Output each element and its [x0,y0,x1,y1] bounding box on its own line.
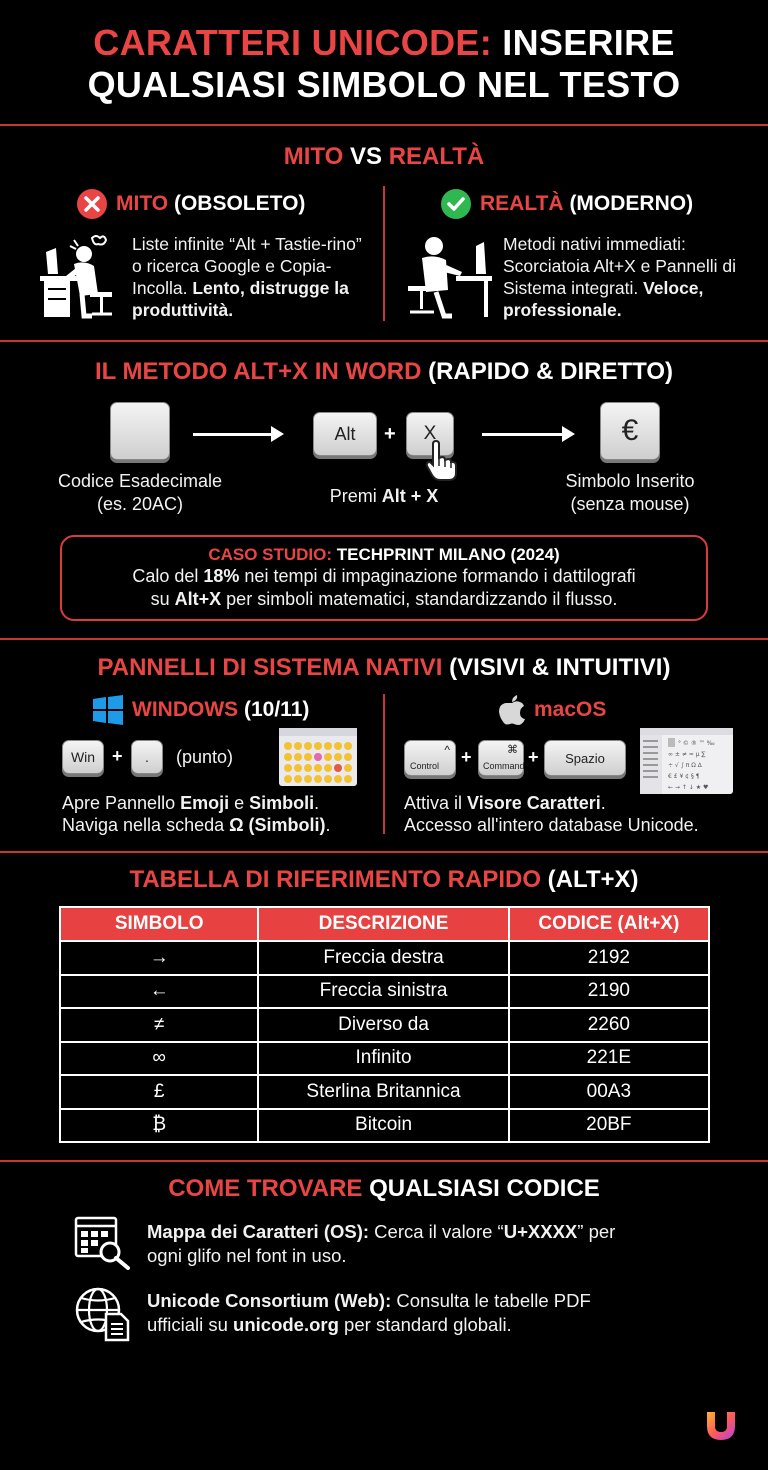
table-cell-code: 2190 [509,975,709,1009]
caption-press-pre: Premi [329,486,382,506]
plus-sign: + [461,747,472,767]
mac-l1-b: Visore Caratteri [467,793,601,813]
vertical-divider [383,186,385,321]
table-cell-code: 221E [509,1042,709,1076]
svg-text:← → ↑ ↓ ★ ♥: ← → ↑ ↓ ★ ♥ [668,784,709,791]
plus-sign: + [528,747,539,767]
table-cell-description: Freccia destra [258,941,508,975]
table-cell-code: 00A3 [509,1075,709,1109]
table-cell-code: 20BF [509,1109,709,1143]
find-i1-t1: Cerca il valore “ [369,1221,504,1242]
mac-l1-end: . [600,793,606,813]
command-key [478,740,524,776]
divider [0,340,768,342]
windows-head-red: WINDOWS [132,698,239,721]
altx-title-red: IL METODO ALT+X IN WORD [94,358,422,385]
emoji-panel-thumbnail [279,728,357,786]
myth-text-bold: Lento, distrugge la produttività. [132,278,349,320]
reality-head-white: (MODERNO) [563,192,694,215]
table-cell-symbol: ∞ [60,1042,258,1076]
find-i2-l2-bold: unicode.org [233,1314,339,1335]
table-row [60,975,709,1009]
find-title-red: COME TROVARE [168,1175,363,1202]
table-title-white: (ALT+X) [541,866,639,893]
control-symbol: ^ [444,743,450,757]
brand-logo-icon [704,1408,738,1442]
windows-description [62,792,382,836]
panels-title-white: (VISIVI & INTUITIVI) [442,654,671,681]
svg-text:÷ √ ∫ π Ω ∆: ÷ √ ∫ π Ω ∆ [668,762,702,769]
page-title [0,22,768,106]
myth-head-red: MITO [116,192,169,215]
table-cell-symbol: ≠ [60,1008,258,1042]
find-i1-t2: ” per [577,1221,616,1242]
myth-text-main: Liste infinite “Alt + Tastie-rino” o ricerca Google e Copia-Incolla. [132,234,362,298]
mac-l2: Accesso all'intero database Unicode. [404,815,699,835]
find-i2-l2-pre: ufficiali su [147,1314,234,1335]
case-t3: su [150,589,175,609]
caption-inserted [530,470,730,516]
win-l1-pre: Apre Pannello [62,793,181,813]
myth-head-white: (OBSOLETO) [168,192,306,215]
table-header: CODICE (Alt+X) [509,907,709,941]
stressed-worker-icon [36,232,122,320]
table-row [60,1008,709,1042]
case-study-title [62,545,706,565]
win-l2-b: Ω (Simboli) [229,815,326,835]
globe-document-icon [74,1286,132,1342]
windows-head-white: (10/11) [238,698,310,721]
case-study-line1 [62,565,706,588]
case-title-red: CASO STUDIO: [208,545,333,564]
win-l1-end: . [314,793,320,813]
macos-description [404,792,754,836]
table-header: SIMBOLO [60,907,258,941]
table-row [60,1075,709,1109]
check-circle-icon [440,188,472,220]
altx-section-title [0,358,768,386]
divider [0,851,768,853]
character-map-search-icon [74,1216,132,1270]
command-key-label: Command [483,761,525,771]
table-cell-code: 2192 [509,941,709,975]
space-key: Spazio [544,740,626,776]
caption-press-altx [284,485,484,508]
divider [0,124,768,126]
find-section-title [0,1175,768,1203]
myth-section-title [0,143,768,171]
arrow-right-1 [193,433,281,436]
x-key: X [406,412,454,456]
win-key: Win [62,740,104,774]
table-cell-symbol: ← [60,975,258,1009]
case-t4: per simboli matematici, standardizzando il flusso. [221,589,618,609]
macos-head: macOS [534,698,607,721]
table-cell-description: Sterlina Britannica [258,1075,508,1109]
table-header: DESCRIZIONE [258,907,508,941]
case-t1: Calo del [132,566,204,586]
control-key [404,740,456,776]
title-white-part: INSERIRE [491,22,675,63]
find-item-unicode [147,1289,727,1337]
windows-logo-icon [92,694,124,726]
case-t2: nei tempi di impaginazione formando i dattilografi [239,566,636,586]
arrow-right-2 [482,433,572,436]
myth-title-vs: VS [343,143,389,170]
find-i2-bold: Unicode Consortium (Web): [147,1290,392,1311]
find-i2-t1: Consulta le tabelle PDF [391,1290,591,1311]
control-key-label: Control [410,761,440,771]
title-line-2: QUALSIASI SIMBOLO NEL TESTO [87,64,681,105]
win-l1-mid: e [229,793,250,813]
find-i1-line2: ogni glifo nel font in uso. [147,1245,347,1266]
caption-hex-line1: Codice Esadecimale [57,471,223,491]
reality-text-bold: Veloce, professionale. [503,278,704,320]
win-l1-b1: Emoji [180,793,230,813]
caption-press-bold: Alt + X [381,486,439,506]
euro-key: € [600,402,660,460]
divider [0,638,768,640]
case-title-white: TECHPRINT MILANO (2024) [332,545,560,564]
table-row [60,1042,709,1076]
case-study-box [60,535,708,621]
table-cell-symbol: → [60,941,258,975]
table-row [60,1109,709,1143]
reality-head-red: REALTÀ [480,192,564,215]
win-l2-pre: Naviga nella scheda [62,815,230,835]
find-i2-l2-end: per standard globali. [338,1314,512,1335]
dot-key: . [131,740,163,774]
case-study-line2 [62,588,706,611]
table-title-red: TABELLA DI RIFERIMENTO RAPIDO [129,866,541,893]
table-header-row [60,907,709,941]
reality-text-main: Metodi nativi immediati: Scorciatoia Alt+X e Pannelli di Sistema integrati. [503,234,736,298]
find-i1-bold2: U+XXXX [503,1221,578,1242]
svg-text:° © ® ™ ‰: ° © ® ™ ‰ [678,740,715,747]
myth-heading [76,188,305,220]
altx-title-white: (RAPIDO & DIRETTO) [421,358,673,385]
table-cell-symbol: ₿ [60,1109,258,1143]
panels-title-red: PANNELLI DI SISTEMA NATIVI [97,654,443,681]
svg-text:∞ ± ≠ ≈ µ ∑: ∞ ± ≠ ≈ µ ∑ [668,751,706,758]
panels-section-title [0,654,768,682]
blank-key [110,402,170,460]
divider [0,1160,768,1162]
table-cell-symbol: £ [60,1075,258,1109]
mac-l1-pre: Attiva il [404,793,468,813]
caption-inserted-line1: Simbolo Inserito [565,471,695,491]
table-cell-description: Bitcoin [258,1109,508,1143]
table-row [60,941,709,975]
pointer-hand-icon [424,440,458,482]
find-title-white: QUALSIASI CODICE [362,1175,600,1202]
myth-title-mito: MITO [283,143,344,170]
windows-heading [92,694,309,726]
alt-key: Alt [313,412,377,456]
reality-text [503,233,753,321]
macos-heading [498,694,606,726]
character-viewer-thumbnail [640,728,733,794]
table-cell-code: 2260 [509,1008,709,1042]
x-circle-icon [76,188,108,220]
caption-hex-line2: (es. 20AC) [96,494,184,514]
case-b2: Alt+X [174,589,222,609]
win-l1-b2: Simboli [249,793,315,813]
find-item-charmap [147,1220,727,1268]
table-section-title [0,866,768,894]
table-cell-description: Freccia sinistra [258,975,508,1009]
myth-text [132,233,372,321]
apple-logo-icon [498,694,526,726]
plus-sign: + [384,423,396,445]
svg-text:€ £ ¥ ¢ § ¶: € £ ¥ ¢ § ¶ [668,773,700,780]
table-cell-description: Infinito [258,1042,508,1076]
calm-worker-icon [404,232,494,320]
title-red-part: CARATTERI UNICODE: [93,22,492,63]
table-cell-description: Diverso da [258,1008,508,1042]
case-b1: 18% [203,566,240,586]
vertical-divider [383,694,385,834]
reality-heading [440,188,693,220]
punto-label: (punto) [176,747,234,767]
reference-table [59,906,710,1143]
plus-sign: + [112,746,123,766]
win-l2-end: . [325,815,331,835]
find-i1-bold: Mappa dei Caratteri (OS): [147,1221,370,1242]
caption-hex-code [30,470,250,516]
command-symbol: ⌘ [507,744,518,756]
myth-title-realta: REALTÀ [388,143,485,170]
caption-inserted-line2: (senza mouse) [570,494,690,514]
